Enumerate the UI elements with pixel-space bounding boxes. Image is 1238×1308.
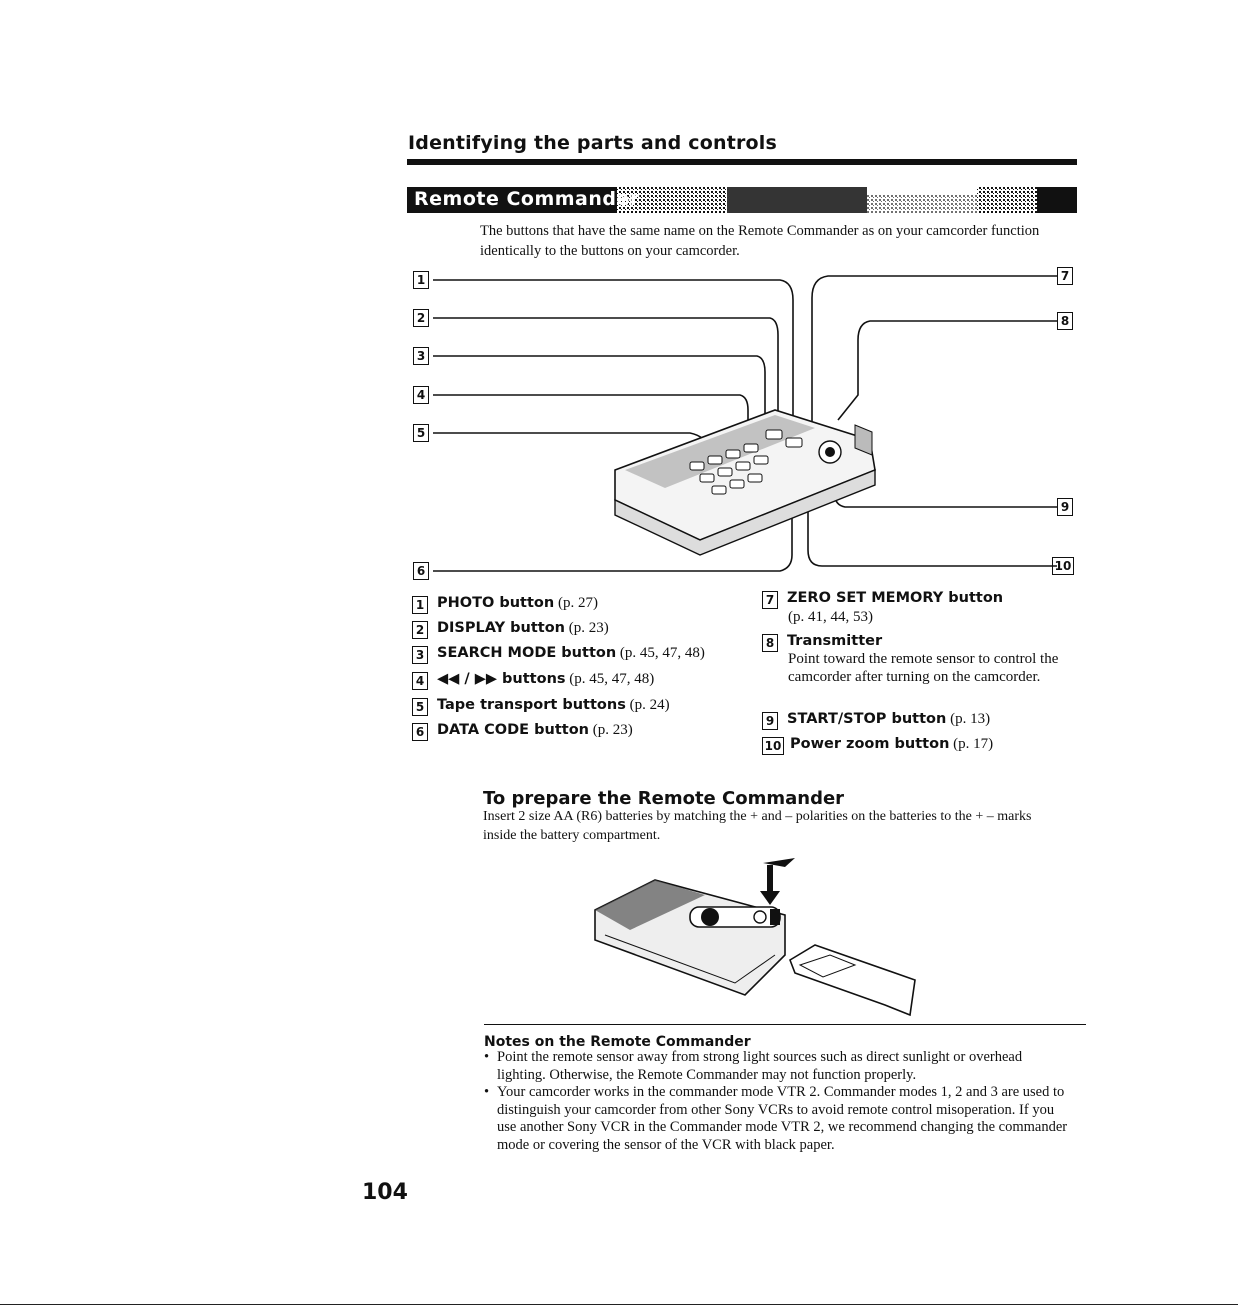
callout-1: 1 [413, 271, 429, 289]
callout-3: 3 [413, 347, 429, 365]
part-item-9: 9 START/STOP button (p. 13) [762, 710, 990, 730]
callout-4: 4 [413, 386, 429, 404]
part-item-2: 2 DISPLAY button (p. 23) [412, 619, 609, 639]
callout-2: 2 [413, 309, 429, 327]
note-item: • Point the remote sensor away from strong light sources such as direct sunlight or overhead lighting. Otherwise, the Remote Commander may not function properly. [484, 1049, 1023, 1083]
insert-arrow-icon [760, 858, 795, 905]
part-item-7-ref: (p. 41, 44, 53) [788, 609, 873, 625]
leader-line-5 [433, 433, 712, 450]
intro-text: The buttons that have the same name on the Remote Commander as on your camcorder function identically to the buttons on your camcorder. [480, 223, 1040, 259]
battery-lid-icon [790, 945, 915, 1015]
remote-commander-diagram [0, 0, 1238, 600]
callout-7: 7 [1057, 267, 1073, 285]
part-item-7: 7 ZERO SET MEMORY button [762, 589, 1003, 609]
leader-line-4 [433, 395, 748, 430]
leader-line-8 [838, 321, 1057, 420]
leader-line-3 [433, 356, 765, 425]
note-item: • Your camcorder works in the commander mode VTR 2. Commander modes 1, 2 and 3 are used to distinguish your camcorder from other Sony VCRs to avoid remote control misoperation. If you use another Sony VCR in the Commander mode VTR 2, we recommend changing the commander mode or covering the sensor of the VCR with black paper. [484, 1084, 1068, 1153]
prepare-title: To prepare the Remote Commander [483, 788, 845, 809]
section-title: Identifying the parts and controls [408, 132, 778, 154]
notes-rule [484, 1024, 1086, 1025]
part-item-8-desc: Point toward the remote sensor to control the camcorder after turning on the camcorder. [788, 651, 1059, 685]
part-item-5: 5 Tape transport buttons (p. 24) [412, 696, 670, 716]
part-item-4: 4 ◀◀ / ▶▶ buttons (p. 45, 47, 48) [412, 670, 654, 690]
part-item-8: 8 Transmitter [762, 632, 882, 652]
callout-8: 8 [1057, 312, 1073, 330]
callout-9: 9 [1057, 498, 1073, 516]
notes-title: Notes on the Remote Commander [484, 1034, 751, 1050]
leader-line-2 [433, 318, 778, 440]
battery-icon [690, 907, 780, 927]
page-edge-rule [0, 1304, 1238, 1305]
callout-6: 6 [413, 562, 429, 580]
battery-insertion-illustration [585, 855, 930, 1020]
remote-underside-icon [595, 880, 785, 995]
notes-list [484, 1049, 1074, 1154]
callout-5: 5 [413, 424, 429, 442]
callout-10: 10 [1052, 557, 1074, 575]
leader-line-7 [812, 276, 1057, 460]
part-item-10: 10 Power zoom button (p. 17) [762, 735, 993, 755]
banner-title: Remote Commander [414, 188, 640, 210]
part-item-1: 1 PHOTO button (p. 27) [412, 594, 598, 614]
prepare-text: Insert 2 size AA (R6) batteries by matching the + and – polarities on the batteries to the + – marks inside the battery compartment. [483, 809, 1032, 843]
part-item-3: 3 SEARCH MODE button (p. 45, 47, 48) [412, 644, 705, 664]
page-number: 104 [362, 1180, 408, 1205]
part-item-6: 6 DATA CODE button (p. 23) [412, 721, 633, 741]
remote-commander-icon [615, 410, 875, 555]
